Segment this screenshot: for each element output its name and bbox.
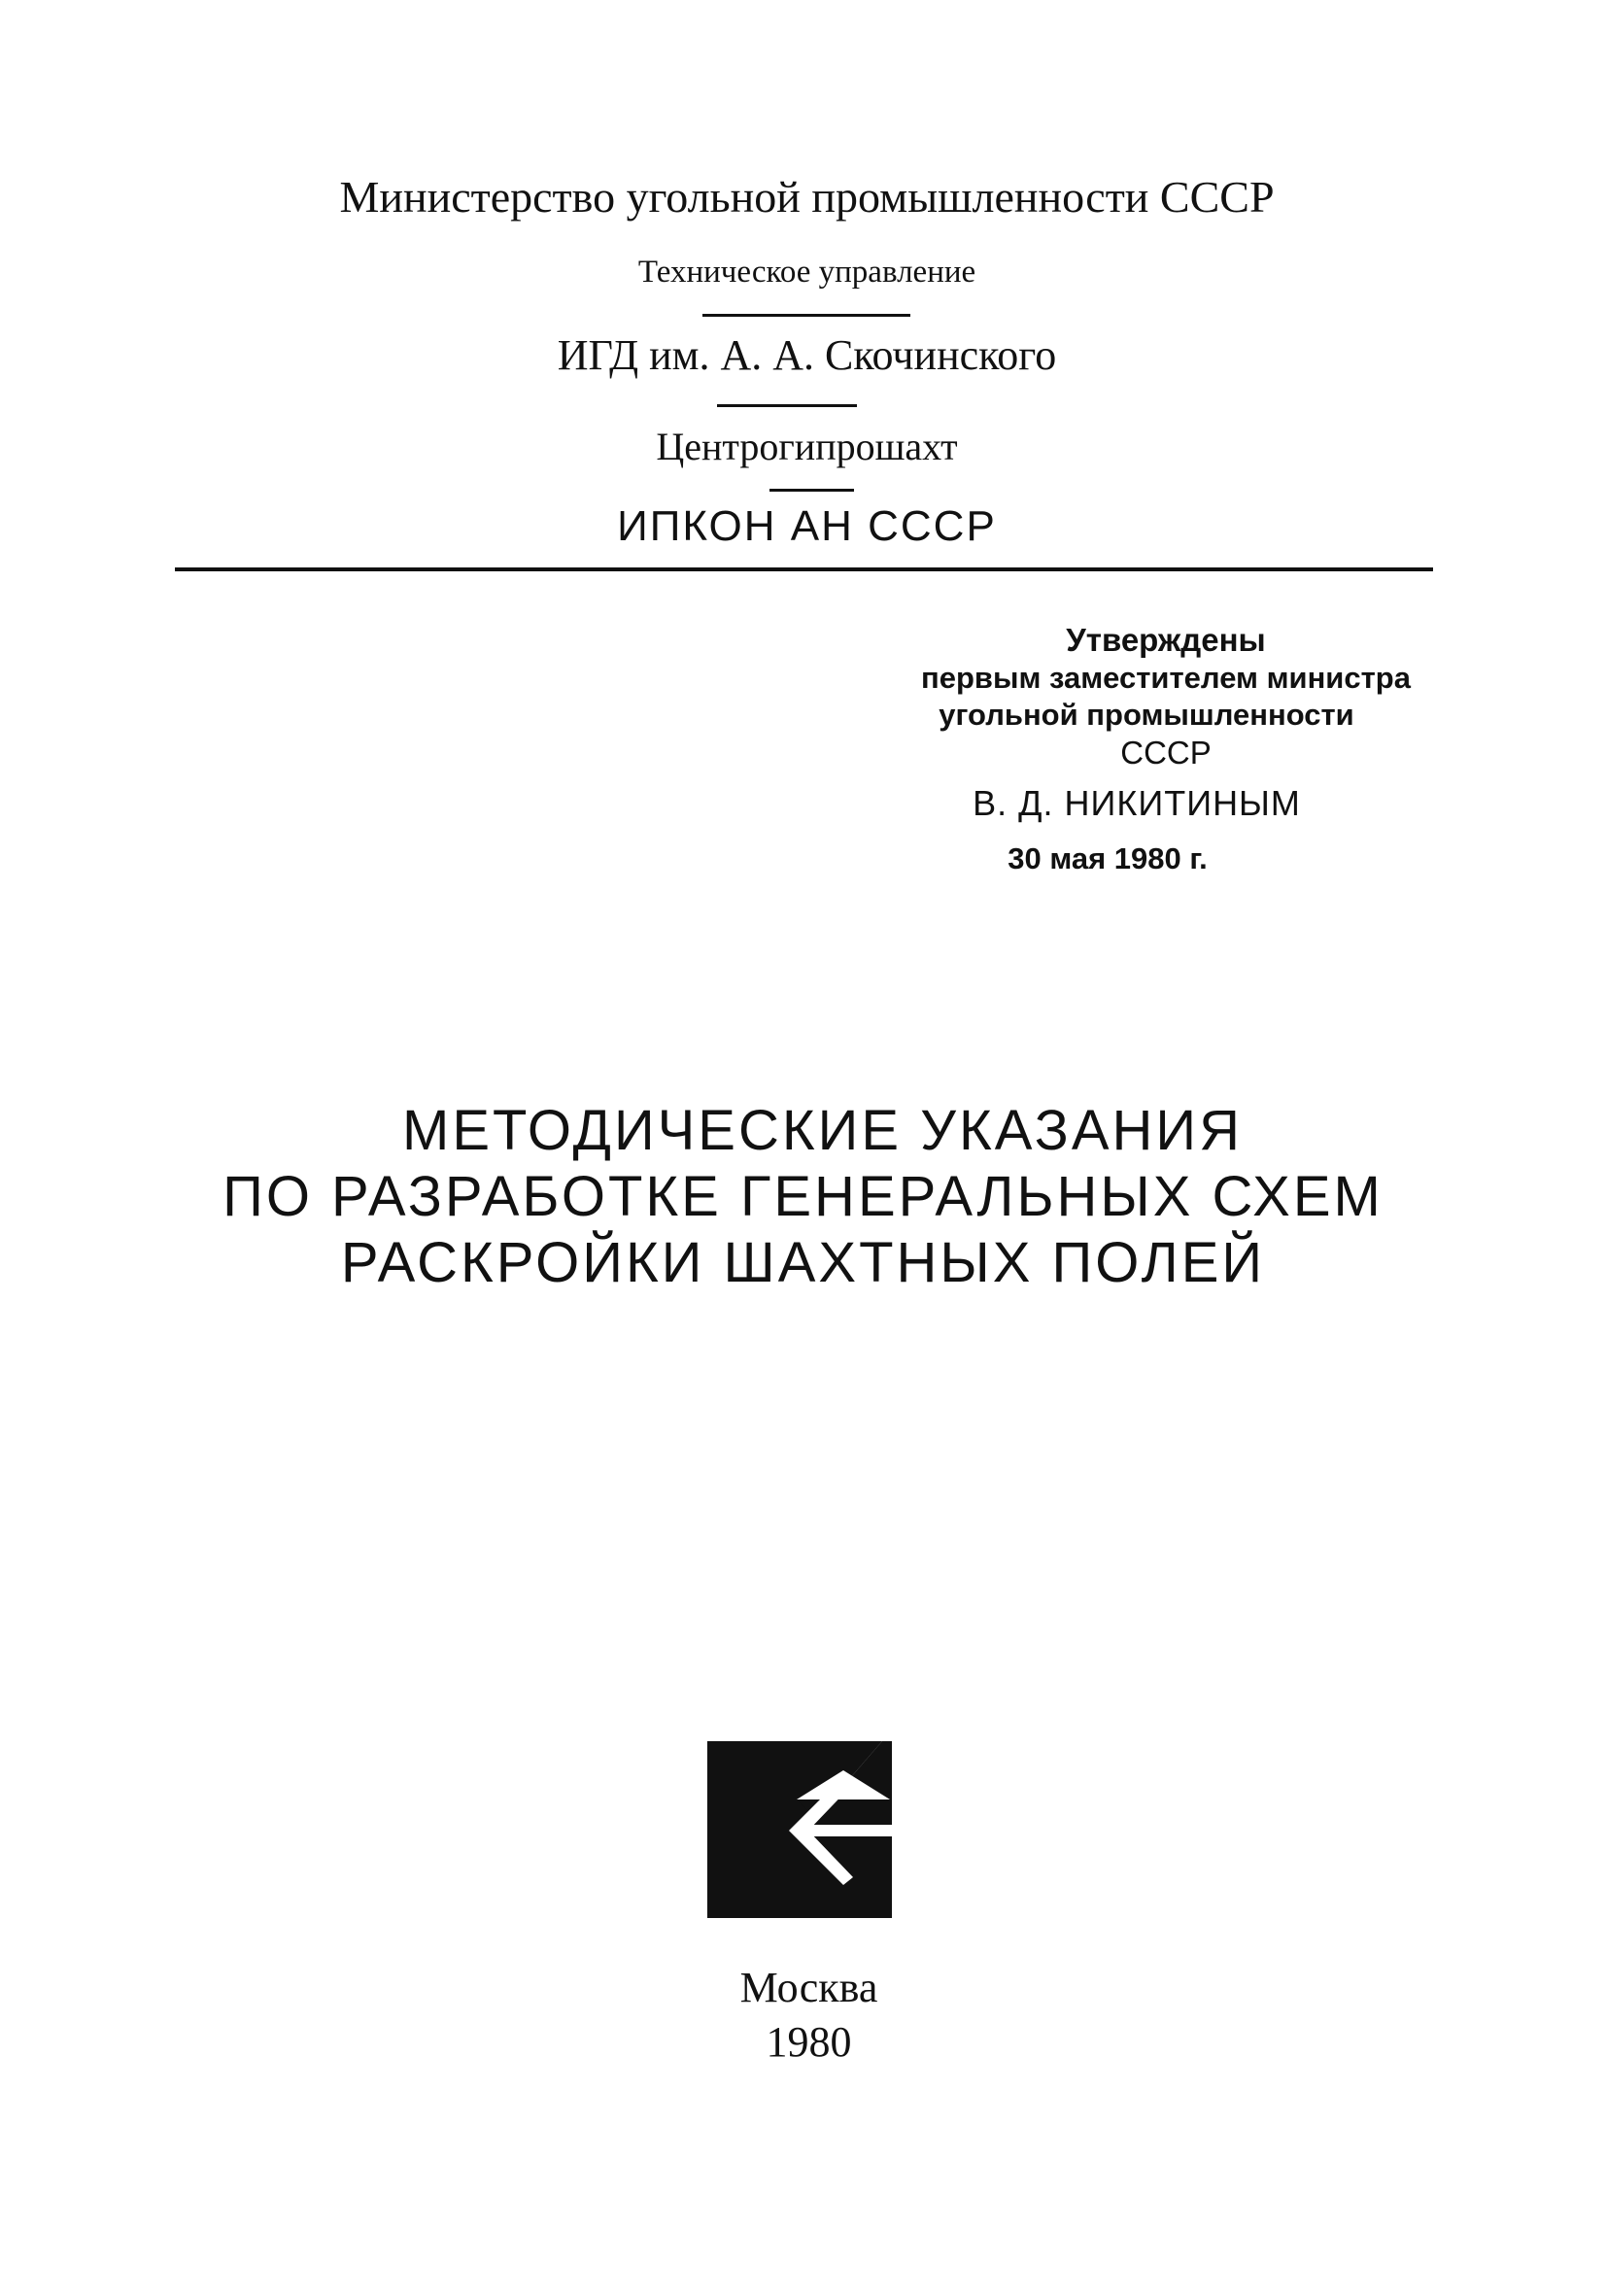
publication-year: 1980 [766, 2018, 852, 2066]
approval-line: первым заместителем министра [921, 661, 1411, 695]
document-title-line: ПО РАЗРАБОТКЕ ГЕНЕРАЛЬНЫХ СХЕМ [222, 1165, 1384, 1228]
centrogiproshakht: Центрогипрошахт [656, 425, 958, 468]
approval-line: угольной промышленности [939, 698, 1354, 732]
divider-rule [717, 404, 857, 407]
igd-institute: ИГД им. А. А. Скочинского [557, 331, 1057, 379]
ministry-heading: Министерство угольной промышленности СССР [339, 172, 1275, 222]
ipkon-institute: ИПКОН АН СССР [617, 502, 997, 550]
approver-name: В. Д. НИКИТИНЫМ [973, 783, 1301, 823]
divider-rule [702, 314, 910, 317]
publication-city: Москва [739, 1964, 878, 2011]
header-rule [175, 567, 1433, 571]
technical-department: Техническое управление [637, 255, 976, 290]
approval-line: СССР [1120, 735, 1212, 771]
approval-line: Утверждены [1066, 622, 1266, 658]
publisher-logo-icon [707, 1741, 892, 1918]
approval-date: 30 мая 1980 г. [1008, 841, 1208, 875]
divider-rule [769, 489, 854, 492]
document-title-line: РАСКРОЙКИ ШАХТНЫХ ПОЛЕЙ [340, 1231, 1266, 1294]
document-title-line: МЕТОДИЧЕСКИЕ УКАЗАНИЯ [402, 1099, 1243, 1162]
